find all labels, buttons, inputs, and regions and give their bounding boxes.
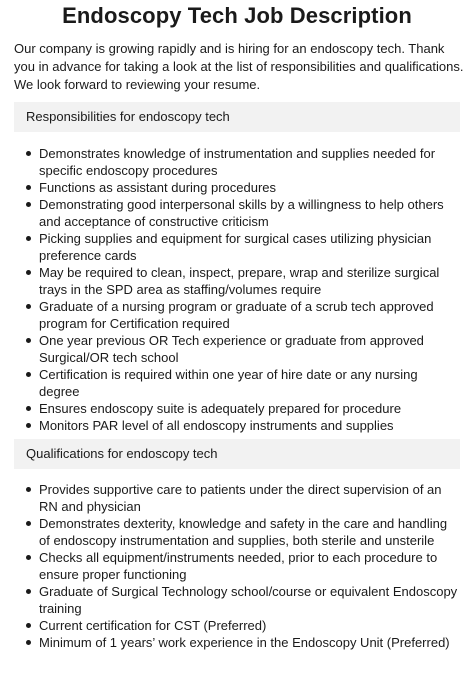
list-item: Provides supportive care to patients under the direct supervision of an RN and physician [14,481,460,515]
list-item: One year previous OR Tech experience or graduate from approved Surgical/OR tech school [14,332,460,366]
list-item: Demonstrates dexterity, knowledge and safety in the care and handling of endoscopy instrumentation and supplies, both sterile and unsterile [14,515,460,549]
list-item: Graduate of a nursing program or graduate of a scrub tech approved program for Certification required [14,298,460,332]
list-item: Monitors PAR level of all endoscopy instruments and supplies [14,417,460,434]
responsibilities-heading: Responsibilities for endoscopy tech [14,102,460,132]
qualifications-list [14,481,460,651]
list-item: Functions as assistant during procedures [14,179,460,196]
page-title: Endoscopy Tech Job Description [62,3,412,28]
list-item: Picking supplies and equipment for surgical cases utilizing physician preference cards [14,230,460,264]
responsibilities-list [14,145,460,434]
list-item: Graduate of Surgical Technology school/course or equivalent Endoscopy training [14,583,460,617]
list-item: Ensures endoscopy suite is adequately prepared for procedure [14,400,460,417]
list-item: Demonstrating good interpersonal skills by a willingness to help others and acceptance of constructive criticism [14,196,460,230]
list-item: Certification is required within one year of hire date or any nursing degree [14,366,460,400]
list-item: Checks all equipment/instruments needed, prior to each procedure to ensure proper functioning [14,549,460,583]
list-item: Demonstrates knowledge of instrumentation and supplies needed for specific endoscopy procedures [14,145,460,179]
intro-paragraph: Our company is growing rapidly and is hiring for an endoscopy tech. Thank you in advance for taking a look at the list of responsibilities and qualifications. We look forward to reviewing your resume. [14,41,464,92]
list-item: May be required to clean, inspect, prepare, wrap and sterilize surgical trays in the SPD area as staffing/volumes require [14,264,460,298]
list-item: Current certification for CST (Preferred) [14,617,460,634]
qualifications-heading: Qualifications for endoscopy tech [14,439,460,469]
list-item: Minimum of 1 years’ work experience in the Endoscopy Unit (Preferred) [14,634,460,651]
